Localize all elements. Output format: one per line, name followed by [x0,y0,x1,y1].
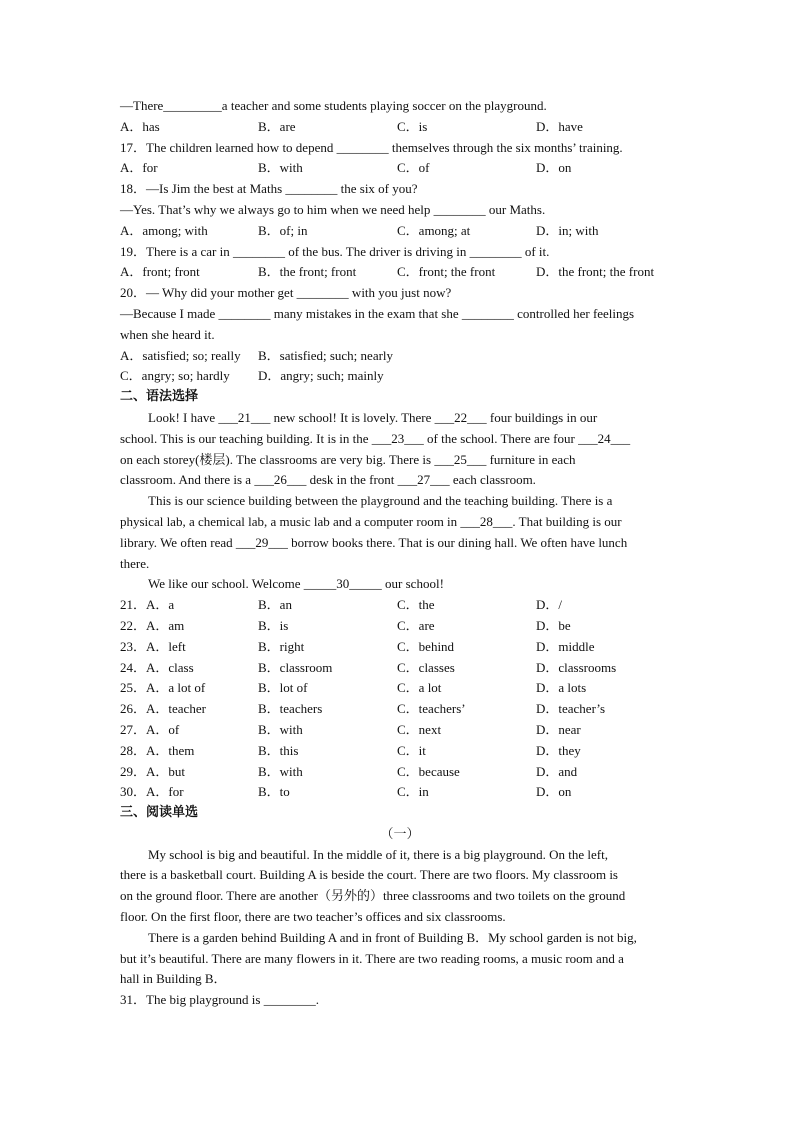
option-text: A．class [146,659,194,675]
passage-line [120,470,680,491]
question-row [120,762,680,783]
option-text: B．with [258,721,303,737]
option-b[interactable] [258,762,303,783]
option-text: C．classes [397,659,455,675]
passage-text: each classroom. [449,472,536,488]
passage-text: desk in the front [306,472,398,488]
blank[interactable]: ___23___ [371,430,424,446]
question-row [120,678,680,699]
paragraph-line: My school is big and beautiful. In the middle of it, there is a big playground. On the left, [148,846,608,862]
option-text: A．left [146,638,186,654]
question-row [120,741,680,762]
question-row [120,595,680,616]
option-text: A．them [146,742,195,758]
worksheet-page [120,96,680,1011]
option-text: D．/ [536,597,563,613]
paragraph-line: on the ground floor. There are another（另外的）three classrooms and two toilets on the ground [120,888,626,904]
passage-text: of the school. There are four [423,430,579,446]
option-text: C．in [397,784,429,800]
question-row [120,637,680,658]
option-text: C．are [397,617,435,633]
option-text: D．on [536,784,572,800]
passage-line [120,491,680,512]
blank[interactable]: ___27___ [397,472,450,488]
option-d[interactable] [536,782,571,803]
option-c[interactable]: C．among; at [397,222,471,238]
blank[interactable]: ___25___ [434,451,487,467]
option-b[interactable] [258,595,292,616]
option-b[interactable]: B．are [258,118,296,134]
question-row [120,658,680,679]
option-c[interactable] [397,595,435,616]
passage-line [120,554,680,575]
option-text: A．teacher [146,701,206,717]
paragraph-line: floor. On the first floor, there are two teacher’s offices and six classrooms. [120,909,506,925]
option-a[interactable]: A．front; front [120,264,200,280]
option-text: B．right [258,638,305,654]
passage-text: Look! I have [148,409,219,425]
passage-text: furniture in each [486,451,576,467]
section-2-title: 二、语法选择 [120,389,199,405]
option-text: C．it [397,742,426,758]
q20-stem-2: —Because I made ________ many mistakes in the exam that she ________ controlled her feelings [120,305,635,321]
option-text: A．a [146,597,175,613]
question-row [120,699,680,720]
passage-text: four buildings in our [486,409,598,425]
q20-stem-3: when she heard it. [120,326,215,342]
option-c[interactable] [397,741,426,762]
option-c[interactable] [397,616,435,637]
option-text: B．is [258,617,289,633]
passage-line [120,574,680,595]
question-number: 28． [120,742,147,758]
option-c[interactable] [397,762,460,783]
q17-stem: 17．The children learned how to depend ________ themselves through the six months’ training. [120,139,623,155]
option-text: C．a lot [397,680,442,696]
option-a[interactable] [120,720,179,741]
q18-stem-1: 18．—Is Jim the best at Maths ________ the six of you? [120,181,418,197]
option-a[interactable]: A．for [120,160,158,176]
passage-line [120,408,680,429]
question-number: 29． [120,763,147,779]
option-text: D．classrooms [536,659,617,675]
option-a[interactable]: A．satisfied; so; really [120,347,241,363]
option-text: B．to [258,784,290,800]
option-text: A．but [146,763,186,779]
option-b[interactable] [258,782,290,803]
option-a[interactable] [120,658,194,679]
q20-stem-1: 20．— Why did your mother get ________ with you just now? [120,285,452,301]
paragraph-line: there is a basketball court. Building A is beside the court. There are two floors. My classroom is [120,867,618,883]
passage-line [120,512,680,533]
option-text: C．behind [397,638,455,654]
option-d[interactable] [536,637,595,658]
q19-stem: 19．There is a car in ________ of the bus. The driver is driving in ________ of it. [120,243,550,259]
option-text: C．teachers’ [397,701,466,717]
option-text: D．be [536,617,571,633]
passage-text: new school! It is lovely. There [270,409,435,425]
passage-text: . That building is our [512,513,622,529]
passage-line [120,429,680,450]
q31-stem: 31．The big playground is ________. [120,992,319,1008]
passage-text: our school! [381,576,444,592]
option-c[interactable] [397,678,441,699]
option-c[interactable]: C．is [397,118,428,134]
question-number: 27． [120,721,147,737]
option-text: D．a lots [536,680,587,696]
option-text: B．teachers [258,701,323,717]
option-b[interactable] [258,699,322,720]
blank[interactable]: ___28___ [460,513,513,529]
option-a[interactable]: A．among; with [120,222,208,238]
option-d[interactable] [536,720,581,741]
question-number: 21． [120,597,147,613]
option-text: A．of [146,721,180,737]
question-number: 25． [120,680,147,696]
option-d[interactable]: D．angry; such; mainly [258,368,384,384]
option-a[interactable] [120,678,205,699]
question-row [120,782,680,803]
option-text: D．they [536,742,581,758]
option-d[interactable] [536,616,571,637]
q20-options-row-1 [120,346,680,367]
option-text: D．teacher’s [536,701,606,717]
passage-text: physical lab, a chemical lab, a music lab and a computer room in [120,513,461,529]
option-text: D．near [536,721,581,737]
cloze-question-list [120,595,680,803]
option-text: C．the [397,597,435,613]
blank[interactable]: ___24___ [578,430,631,446]
question-number: 23． [120,638,147,654]
paragraph-line: but it’s beautiful. There are many flowers in it. There are two reading rooms, a music room and a [120,950,624,966]
q18-stem-2: —Yes. That’s why we always go to him when we need help ________ our Maths. [120,201,546,217]
option-b[interactable]: B．with [258,160,303,176]
option-d[interactable] [536,741,581,762]
option-text: B．lot of [258,680,308,696]
passage-text: on each storey(楼层). The classrooms are very big. There is [120,451,435,467]
option-c[interactable]: C．front; the front [397,264,496,280]
q16-stem: —There_________a teacher and some students playing soccer on the playground. [120,98,547,113]
option-b[interactable] [258,678,307,699]
paragraph-line: There is a garden behind Building A and in front of Building B．My school garden is not big, [148,929,637,945]
option-d[interactable]: D．on [536,160,572,176]
option-a[interactable] [120,616,184,637]
option-b[interactable] [258,720,303,741]
option-b[interactable]: B．of; in [258,222,308,238]
option-b[interactable] [258,741,298,762]
passage-text: This is our science building between the playground and the teaching building. There is a [148,493,613,509]
passage-text: classroom. And there is a [120,472,255,488]
option-a[interactable] [120,637,186,658]
blank[interactable]: _____30_____ [303,576,382,592]
section-3-title: 三、阅读单选 [120,805,199,821]
passage-line [120,533,680,554]
blank[interactable]: ___29___ [235,534,288,550]
option-text: C．because [397,763,460,779]
passage-text: borrow books there. That is our dining hall. We often have lunch [287,534,628,550]
option-a[interactable] [120,595,174,616]
option-d[interactable] [536,762,577,783]
option-b[interactable] [258,637,304,658]
question-number: 24． [120,659,147,675]
passage-line [120,450,680,471]
option-d[interactable]: D．have [536,118,583,134]
blank[interactable]: ___21___ [218,409,271,425]
option-a[interactable] [120,762,185,783]
passage-text: there. [120,555,150,571]
option-d[interactable] [536,658,616,679]
option-b[interactable]: B．the front; front [258,264,357,280]
option-c[interactable] [397,720,441,741]
option-text: B．with [258,763,303,779]
question-number: 22． [120,617,147,633]
option-b[interactable] [258,658,332,679]
option-a[interactable] [120,782,184,803]
option-d[interactable] [536,699,605,720]
option-a[interactable]: A．has [120,118,160,134]
cloze-passage [120,408,680,595]
question-number: 26． [120,701,147,717]
passage-subtitle: （一） [380,825,420,841]
option-text: D．middle [536,638,595,654]
passage-text: library. We often read [120,534,236,550]
blank[interactable]: ___22___ [434,409,487,425]
blank[interactable]: ___26___ [254,472,307,488]
option-text: B．this [258,742,299,758]
q18-options [120,221,680,242]
q16-options [120,117,680,138]
option-c[interactable] [397,658,455,679]
option-a[interactable] [120,741,194,762]
option-text: A．am [146,617,185,633]
option-a[interactable] [120,699,206,720]
q20-options-row-2 [120,366,680,387]
q19-options [120,262,680,283]
question-number: 30． [120,784,147,800]
option-d[interactable] [536,678,586,699]
paragraph-line: hall in Building B． [120,971,227,987]
passage-text: We like our school. Welcome [148,576,304,592]
option-c[interactable] [397,782,429,803]
option-text: B．classroom [258,659,333,675]
question-row [120,616,680,637]
option-text: B．an [258,597,292,613]
q17-options [120,158,680,179]
option-text: A．a lot of [146,680,206,696]
option-text: A．for [146,784,184,800]
option-c[interactable]: C．of [397,160,430,176]
passage-text: school. This is our teaching building. It is in the [120,430,372,446]
option-d[interactable]: D．in; with [536,222,599,238]
option-b[interactable] [258,616,288,637]
option-c[interactable] [397,699,466,720]
option-text: D．and [536,763,578,779]
question-row [120,720,680,741]
option-d[interactable] [536,595,562,616]
reading-paragraph-1 [120,845,680,928]
reading-paragraph-2 [120,928,680,990]
option-text: C．next [397,721,442,737]
option-d[interactable]: D．the front; the front [536,264,655,280]
option-c[interactable] [397,637,454,658]
option-c[interactable]: C．angry; so; hardly [120,368,230,384]
option-b[interactable]: B．satisfied; such; nearly [258,347,394,363]
